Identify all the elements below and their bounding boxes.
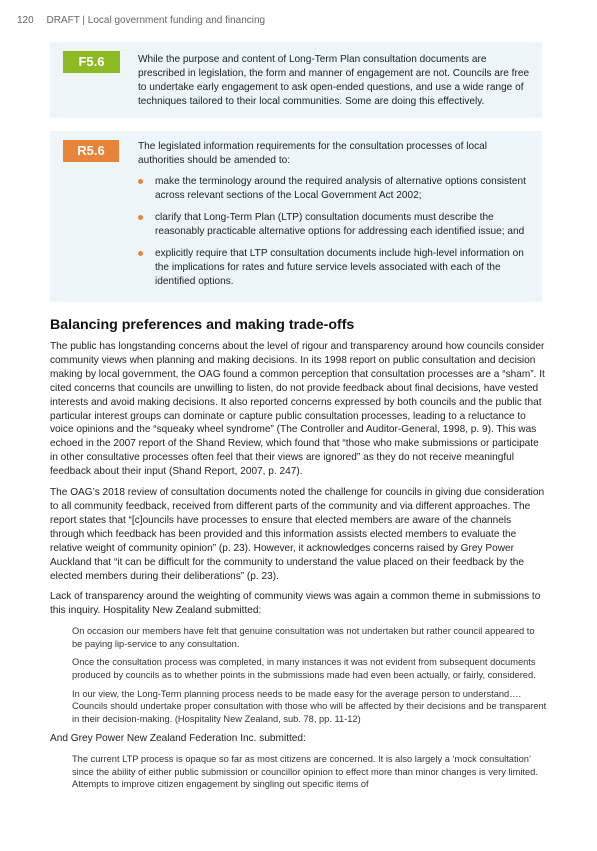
paragraph: The public has longstanding concerns about the level of rigour and transparency around how councils consider community views when planning and making decisions. In its 1998 report on public consultation and decision making by local government, the OAG found a common perception that consultation processes are a “sham”. It cited concerns that councils are unwilling to listen, do not provide feedback about final decisions, have vested interests and avoid making decisions. It also reported concerns expressed by both councils and the public that particular interest groups can dominate or capture public consultation processes, leading to a reluctance to voice opinions and the “squeaky wheel syndrome” (The Controller and Auditor-General, 1998, p. 9). This was echoed in the 2007 report of the Shand Review, which found that “those who make submissions or participate in other consultative processes often feel that their views are ignored” as they do not receive meaningful feedback about their input (Shand Report, 2007, p. 247).: [50, 341, 545, 478]
paragraph: And Grey Power New Zealand Federation Inc. submitted:: [50, 733, 306, 745]
running-header: [17, 15, 265, 26]
recommendation-item: [138, 211, 536, 239]
recommendation-intro: The legislated information requirements for the consultation processes of local authorities should be amended to:: [138, 141, 487, 166]
running-title: DRAFT | Local government funding and financing: [46, 15, 266, 26]
bullet-icon: [138, 215, 143, 220]
recommendation-box: [50, 131, 542, 302]
finding-box: [50, 42, 542, 118]
quote-paragraph: On occasion our members have felt that genuine consultation was not undertaken but rather council appeared to be paying lip-service to any consultation.: [72, 626, 535, 649]
recommendation-list: [138, 175, 536, 289]
paragraph: The OAG’s 2018 review of consultation documents noted the challenge for councils in giving due consideration to all community feedback, received from different parts of the community and via different approaches. The report states that “[c]ouncils have processes to ensure that elected members are aware of the channels through which feedback has been provided and this information assists elected members to evaluate the relative weight of community opinion” (p. 23). However, it acknowledges concerns raised by Grey Power Auckland that “it can be difficult for the community to understand the value placed on their feedback by the elected members during their deliberations” (p. 23).: [50, 487, 545, 582]
paragraph: Lack of transparency around the weighting of community views was again a common theme in submissions to this inquiry. Hospitality New Zealand submitted:: [50, 591, 541, 617]
finding-tag: F5.6: [63, 51, 120, 73]
recommendation-tag: R5.6: [63, 140, 119, 162]
bullet-icon: [138, 179, 143, 184]
recommendation-item: [138, 175, 536, 203]
quote-paragraph: Once the consultation process was completed, in many instances it was not evident from subsequent documents produced by councils as to whether points in the submissions made had even been actually, or fairly, considered.: [72, 657, 536, 680]
recommendation-item-text: make the terminology around the required analysis of alternative options consistent across relevant sections of the Local Government Act 2002;: [155, 176, 526, 201]
recommendation-content: [138, 140, 536, 297]
quote-paragraph: The current LTP process is opaque so far as most citizens are concerned. It is also largely a ‘mock consultation’ since the ability of either public submission or councillor opinion to effect more than minor changes is very limited. Attempts to improve citizen engagement by singling out specific items of: [72, 754, 538, 790]
block-quote: [72, 625, 547, 725]
section-body: [50, 340, 547, 798]
recommendation-item: [138, 247, 536, 289]
recommendation-item-text: clarify that Long-Term Plan (LTP) consultation documents must describe the reasonably practicable alternative options for addressing each identified issue; and: [155, 212, 525, 237]
finding-text: While the purpose and content of Long-Term Plan consultation documents are prescribed in legislation, the form and manner of engagement are not. Councils are free to undertake early engagement to ask open-ended questions, and use a wide range of techniques tailored to their local communities. Some are doing this effectively.: [138, 54, 530, 107]
section-heading: Balancing preferences and making trade-offs: [50, 317, 355, 333]
page-number: 120: [17, 15, 34, 26]
block-quote: [72, 753, 547, 791]
bullet-icon: [138, 251, 143, 256]
recommendation-item-text: explicitly require that LTP consultation documents include high-level information on the implications for rates and future service levels associated with each of the identified options.: [155, 248, 524, 287]
quote-paragraph: In our view, the Long-Term planning process needs to be made easy for the average person to understand…. Councils should undertake proper consultation with those who will be affected by their decisions and be transparent in their decision-making. (Hospitality New Zealand, sub. 78, pp. 11-12): [72, 688, 547, 724]
